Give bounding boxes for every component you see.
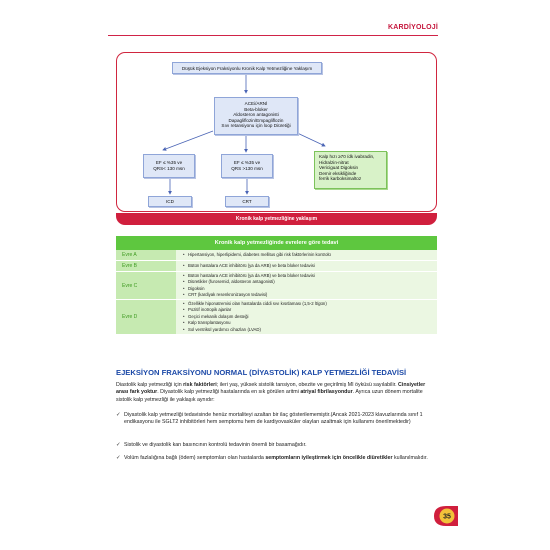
flow-result-icd: ICD: [148, 196, 192, 207]
checkmark-icon: ✓: [116, 412, 121, 418]
page-number-badge: [432, 504, 460, 528]
header-divider: [108, 35, 438, 36]
stage-item: • Bütün hastalara ACE inhibitörü (ya da ARB) ve beta bloker tedavisi: [188, 263, 431, 269]
stage-items: [176, 300, 437, 334]
table-row: [116, 272, 437, 300]
stage-item: • Sol ventrikül yardımcı cihazları (LVAD): [188, 327, 431, 333]
table-row: [116, 250, 437, 261]
stage-item: • CRT (kardiyak resenkronizasyon tedavisi): [188, 292, 431, 298]
stage-item: • Geçici mekanik dolaşım desteği: [188, 314, 431, 320]
stage-table-title: Kronik kalp yetmezliğinde evrelere göre tedavi: [116, 236, 437, 250]
stage-label: Evre C: [116, 272, 176, 299]
stage-item: • Diüretikler (furosemid, aldosteron antagonisti): [188, 279, 431, 285]
page-number: 35: [443, 513, 451, 521]
stage-label: Evre B: [116, 261, 176, 271]
flow-node-center: ACEi/ARNİ Beta-bloker Aldosteron antagonisti Dapagliflozin/Empagliflozin Sıvı retansiyonu için loop Diüretiği: [214, 97, 298, 135]
checklist-item: ✓ Volüm fazlalığına bağlı (ödem) semptomları olan hastalarda semptomların iyileştirmek için öncelikle diüretikler kullanılmalıdır.: [116, 455, 428, 461]
checklist-item: ✓ Sistolik ve diyastolik kan basıncının kontrolü tedavinin önemli bir basamağıdır.: [116, 442, 307, 448]
checkmark-icon: ✓: [116, 455, 121, 461]
stage-item: • Hipertansiyon, hiperlipidemi, diabetes mellitus gibi risk faktörlerinin kontrolü: [188, 252, 431, 258]
flow-node-mid: EF ≤ %35 ve QRS >130 msn: [221, 154, 273, 178]
table-row: [116, 300, 437, 335]
table-row: [116, 261, 437, 272]
stage-item: • Kalp transplantasyonu: [188, 320, 431, 326]
stage-table: [116, 236, 437, 335]
stage-items: [176, 272, 437, 299]
stage-item: • Digoksin: [188, 286, 431, 292]
stage-label: Evre D: [116, 300, 176, 334]
checkmark-icon: ✓: [116, 442, 121, 448]
paragraph-risk-factors: Diastolik kalp yetmezliği için risk faktörleri; ileri yaş, yüksek sistolik tansiyon, obezite ve geçirilmiş MI öyküsü sayılabilir. Cinsiyetler arası fark yoktur. Diyastolik kalp yetmezliği hastalarında en sık görülen aritmi atriyal fibrilasyondur. Ayrıca uzun dönem mortalite sistolik kalp yetmezliği ile yaklaşık aynıdır:: [116, 382, 426, 403]
stage-item: • Özellikle hiponatremisi olan hastalarda ciddi sıvı kısıtlaması (1,5-2 lt/gün): [188, 301, 431, 307]
stage-label: Evre A: [116, 250, 176, 260]
stage-items: [176, 261, 437, 271]
flow-node-left: EF ≤ %35 ve QRS< 130 msn: [143, 154, 195, 178]
checklist-item: ✓ Diyastolik kalp yetmezliği tedavisinde henüz mortaliteyi azaltan bir ilaç gösterilememiştir.(Ancak 2021-2023 klavuzlarında sınıf 1 endikasyonu ile SGLT2 inhibitörleri hem semptomu hem de kardiyovasküler olayları azaltmak için kullanımı önerilmektedir): [116, 412, 423, 426]
flowchart-frame: [116, 52, 437, 212]
section-heading: EJEKSİYON FRAKSİYONU NORMAL (DİYASTOLİK) KALP YETMEZLİĞİ TEDAVİSİ: [116, 368, 407, 377]
stage-item: • Bütün hastalara ACE inhibitörü (ya da ARB) ve beta bloker tedavisi: [188, 273, 431, 279]
flow-node-right: Kalp hızı ≥70 /dk ivabradin, Hidralzin-nitrat Vericiguat Digoksin Demir eksikliğinde ferrik karboksimaltoz: [314, 151, 387, 189]
flow-node-top: Düşük Ejeksiyon Fraksiyonlu Kronik Kalp Yetmezliğine Yaklaşım: [172, 62, 322, 74]
stage-items: [176, 250, 437, 260]
flow-result-crt: CRT: [225, 196, 269, 207]
stage-item: • Pozitif inotropik ajanlar: [188, 307, 431, 313]
header-title: KARDİYOLOJİ: [387, 24, 438, 31]
flowchart-caption: Kronik kalp yetmezliğine yaklaşım: [116, 213, 437, 225]
